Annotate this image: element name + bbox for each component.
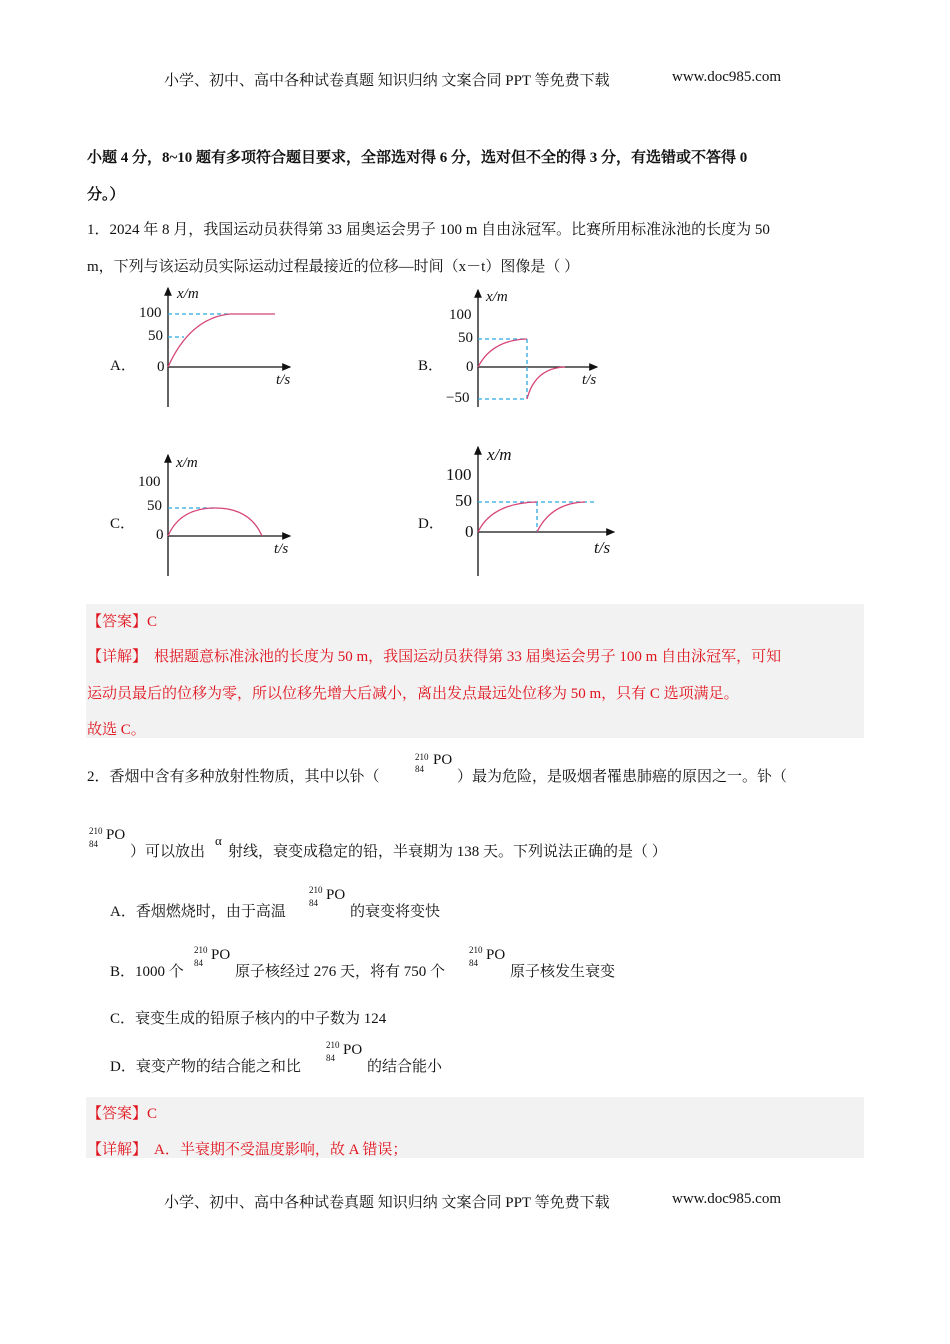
header-url[interactable]: www.doc985.com [672,69,782,85]
q2-option-a: A．香烟燃烧时，由于高温 [110,904,286,920]
intro-line1: 小题 4 分，8~10 题有多项符合题目要求，全部选对得 6 分，选对但不全的得 3 分，有选错或不答得 0 [87,150,748,166]
q2-option-d-end: 的结合能小 [367,1059,443,1075]
graph-c-curve [168,508,262,536]
q2-option-a-end: 的衰变将变快 [350,904,441,920]
graph-b-tick: 0 [466,359,474,375]
graph-d-tick: 100 [446,465,472,484]
nuclide-atomic: 84 [194,958,203,968]
graph-b-curve-1 [478,339,527,367]
option-c-label: C． [110,516,136,532]
nuclide-mass: 210 [194,945,208,955]
graph-d-ylabel: x/m [487,445,512,464]
nuclide-atomic: 84 [309,898,318,908]
q2-detail-line1: A．半衰期不受温度影响，故 A 错误； [154,1142,408,1158]
nuclide-symbol: PO [106,827,126,843]
q1-answer-box [86,604,864,738]
graph-c-tick: 50 [147,498,162,514]
q2-line2a: ）可以放出 [130,844,206,860]
graph-a-ylabel: x/m [177,286,199,302]
graph-a-curve [168,314,275,367]
graph-b [478,290,597,407]
graph-c-xlabel: t/s [274,541,289,557]
q2-detail-tag: 【详解】 [87,1142,148,1158]
graph-d-curve-1 [478,502,537,532]
option-a-label: A． [110,358,136,374]
q1-detail-line1: 根据题意标准泳池的长度为 50 m，我国运动员获得第 33 届奥运会男子 100 m 自由泳冠军，可知 [154,649,782,665]
nuclide-symbol: PO [211,947,231,963]
nuclide-symbol: PO [343,1042,363,1058]
graph-c-tick: 100 [138,474,161,490]
option-d-label: D． [418,516,444,532]
page-footer: 小学、初中、高中各种试卷真题 知识归纳 文案合同 PPT 等免费下载 [164,1195,610,1211]
nuclide-mass: 210 [89,826,103,836]
graph-b-tick: 100 [449,307,472,323]
graph-d-tick: 50 [455,491,472,510]
graph-c-tick: 0 [156,527,164,543]
nuclide-symbol: PO [486,947,506,963]
q1-answer: 【答案】C [87,614,158,630]
graph-d-curve-2 [537,502,585,532]
graph-b-xlabel: t/s [582,372,597,388]
intro-line2: 分。） [87,187,125,203]
q1-detail-line2: 运动员最后的位移为零，所以位移先增大后减小，离出发点最远处位移为 50 m，只有 C 选项满足。 [87,686,739,702]
graph-d-tick: 0 [465,522,474,541]
graph-a [168,288,290,407]
q2-line1a: 2．香烟中含有多种放射性物质，其中以钋（ [87,769,380,785]
graph-b-dash [478,339,527,399]
footer-url[interactable]: www.doc985.com [672,1191,782,1207]
graph-b-curve-2 [527,367,565,399]
nuclide-mass: 210 [469,945,483,955]
q2-line2b: 射线，衰变成稳定的铅，半衰期为 138 天。下列说法正确的是（ ） [228,844,667,860]
graph-d-dash [478,502,595,532]
q2-option-c: C．衰变生成的铅原子核内的中子数为 124 [110,1011,387,1027]
graph-b-tick: 50 [458,330,473,346]
nuclide-atomic: 84 [326,1053,335,1063]
graph-a-tick: 0 [157,359,165,375]
q2-answer: 【答案】C [87,1106,158,1122]
alpha-symbol: α [215,833,222,848]
nuclide-symbol: PO [326,887,346,903]
q1-detail-line3: 故选 C。 [87,722,146,738]
page-header: 小学、初中、高中各种试卷真题 知识归纳 文案合同 PPT 等免费下载 [164,73,610,89]
nuclide-atomic: 84 [415,764,424,774]
graph-b-tick: −50 [446,390,470,406]
q2-option-b-end: 原子核发生衰变 [510,964,616,980]
nuclide-symbol: PO [433,752,453,768]
option-b-label: B． [418,358,444,374]
nuclide-atomic: 84 [469,958,478,968]
nuclide-mass: 210 [309,885,323,895]
q2-option-d: D．衰变产物的结合能之和比 [110,1059,301,1075]
graph-a-xlabel: t/s [276,372,291,388]
q2-option-b: B．1000 个 [110,964,184,980]
q1-line1: 1．2024 年 8 月，我国运动员获得第 33 届奥运会男子 100 m 自由泳冠军。比赛所用标准泳池的长度为 50 [87,222,770,238]
graph-d-xlabel: t/s [594,538,611,557]
graph-b-ylabel: x/m [486,289,508,305]
nuclide-mass: 210 [415,752,429,762]
graph-c [168,455,290,576]
graph-a-tick: 100 [139,305,162,321]
q2-option-b-mid: 原子核经过 276 天，将有 750 个 [235,964,446,980]
nuclide-atomic: 84 [89,839,98,849]
q1-detail-tag: 【详解】 [87,649,148,665]
nuclide-mass: 210 [326,1040,340,1050]
graph-a-tick: 50 [148,328,163,344]
q1-line2: m，下列与该运动员实际运动过程最接近的位移—时间（x－t）图像是（ ） [87,259,580,275]
graph-c-ylabel: x/m [176,455,198,471]
q2-line1b: ）最为危险，是吸烟者罹患肺癌的原因之一。钋（ [457,769,788,785]
